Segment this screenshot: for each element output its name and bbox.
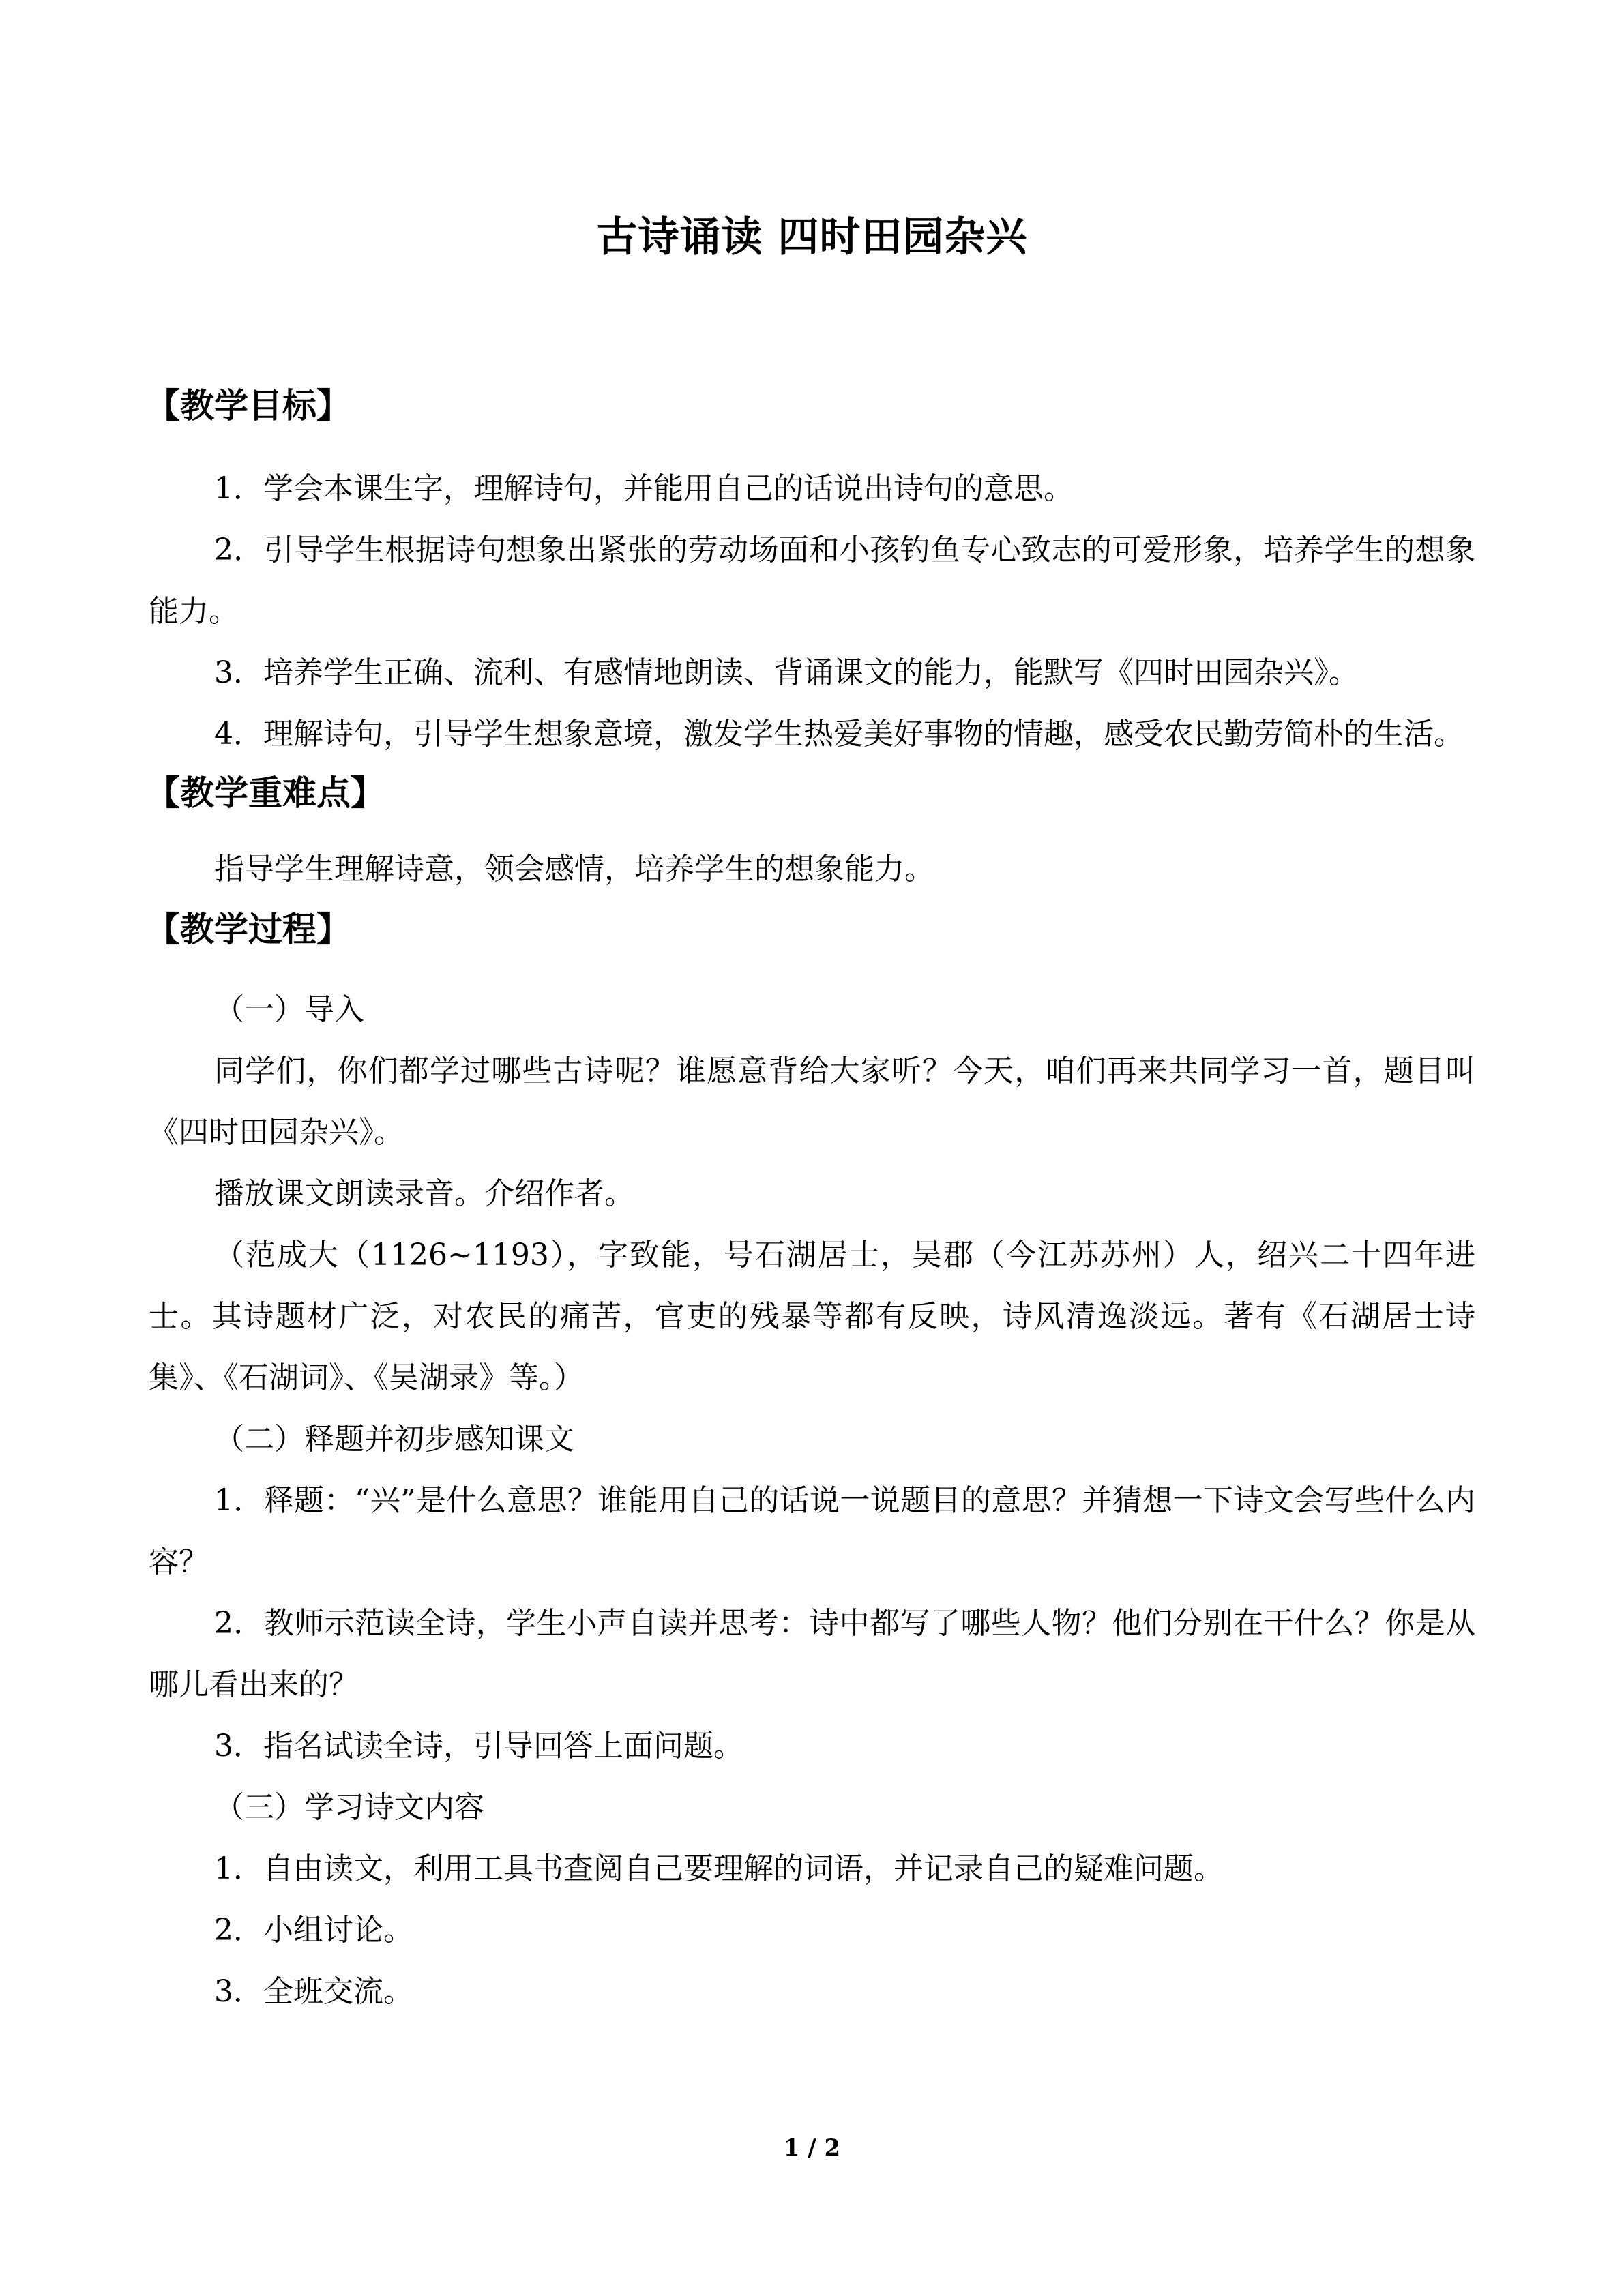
section-heading-key-points: 【教学重难点】 [146, 773, 385, 813]
process-paragraph: 1．自由读文，利用工具书查阅自己要理解的词语，并记录自己的疑难问题。 [214, 1851, 1224, 1886]
section-heading-goals: 【教学目标】 [146, 385, 351, 426]
process-paragraph: 3．全班交流。 [214, 1974, 413, 2009]
process-subheading: （一）导入 [214, 992, 364, 1027]
process-paragraph: 1．释题：“兴”是什么意思？谁能用自己的话说一说题目的意思？并猜想一下诗文会写些什么内容？ [149, 1483, 1475, 1579]
section-goals [149, 458, 1475, 765]
process-subheading: （三）学习诗文内容 [214, 1790, 484, 1825]
section-heading-process: 【教学过程】 [146, 909, 351, 949]
goal-item: 2．引导学生根据诗句想象出紧张的劳动场面和小孩钓鱼专心致志的可爱形象，培养学生的想象能力。 [149, 533, 1475, 629]
process-paragraph: 播放课文朗读录音。介绍作者。 [214, 1176, 634, 1211]
process-paragraph: 2．小组讨论。 [214, 1913, 413, 1948]
process-paragraph: 同学们，你们都学过哪些古诗呢？谁愿意背给大家听？今天，咱们再来共同学习一首，题目叫《四时田园杂兴》。 [149, 1054, 1475, 1150]
process-subheading: （二）释题并初步感知课文 [214, 1422, 574, 1457]
section-process [149, 979, 1475, 2023]
section-key-points [149, 839, 1475, 900]
process-paragraph: 2．教师示范读全诗，学生小声自读并思考：诗中都写了哪些人物？他们分别在干什么？你是从哪儿看出来的？ [149, 1606, 1475, 1702]
process-paragraph: （范成大（1126~1193），字致能，号石湖居士，吴郡（今江苏苏州）人，绍兴二十四年进士。其诗题材广泛，对农民的痛苦，官吏的残暴等都有反映，诗风清逸淡远。著有《石湖居士诗集》、《石湖词》、《吴湖录》等。） [149, 1238, 1475, 1395]
goal-item: 4．理解诗句，引导学生想象意境，激发学生热爱美好事物的情趣，感受农民勤劳简朴的生活。 [214, 717, 1464, 751]
goal-item: 3．培养学生正确、流利、有感情地朗读、背诵课文的能力，能默写《四时田园杂兴》。 [214, 655, 1359, 690]
goal-item: 1．学会本课生字，理解诗句，并能用自己的话说出诗句的意思。 [214, 471, 1074, 506]
document-title: 古诗诵读 四时田园杂兴 [596, 213, 1028, 261]
key-point-text: 指导学生理解诗意，领会感情，培养学生的想象能力。 [214, 852, 934, 886]
process-paragraph: 3．指名试读全诗，引导回答上面问题。 [214, 1729, 743, 1763]
page-number: 1 / 2 [783, 2134, 841, 2162]
document-body [146, 382, 1475, 2023]
